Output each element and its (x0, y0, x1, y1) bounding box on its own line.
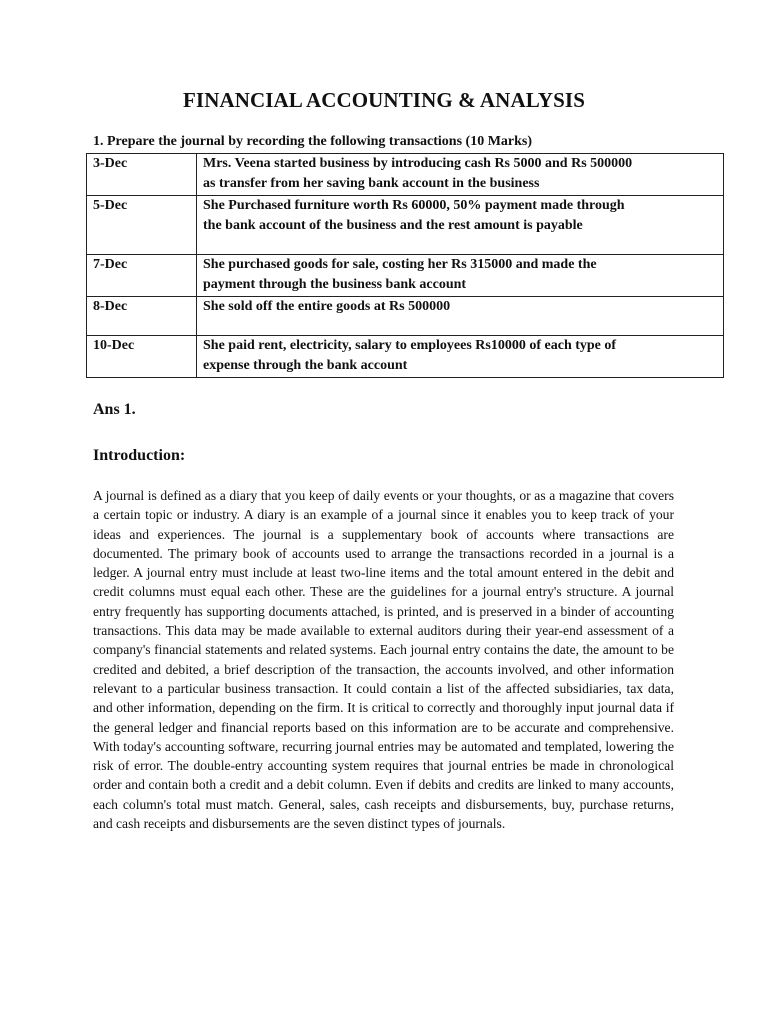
transaction-date: 7-Dec (87, 255, 197, 297)
transactions-table (86, 153, 724, 378)
transaction-description: Mrs. Veena started business by introducing cash Rs 5000 and Rs 500000 as transfer from her saving bank account in the business (197, 154, 724, 196)
introduction-paragraph: A journal is defined as a diary that you keep of daily events or your thoughts, or as a magazine that covers a certain topic or industry. A diary is an example of a journal since it enables you to keep track of your ideas and experiences. The journal is a supplementary book of accounts where transactions are documented. The primary book of accounts used to arrange the transactions recorded in a journal is a ledger. A journal entry must include at least two-line items and the total amount entered in the debit and credit columns must equal each other. These are the guidelines for a journal entry's structure. A journal entry frequently has supporting documents attached, is printed, and is preserved in a binder of accounting transactions. This data may be made available to external auditors during their year-end assessment of a company's financial statements and related systems. Each journal entry contains the date, the amount to be credited and debited, a brief description of the transaction, the accounts involved, and other information relevant to a particular business transaction. It could contain a list of the affected subsidiaries, tax data, and other information, depending on the firm. It is critical to correctly and thoroughly input journal data if the general ledger and financial reports based on this information are to be accurate and comprehensive. With today's accounting software, recurring journal entries may be automated and templated, lowering the risk of error. The double-entry accounting system requires that journal entries be made in chronological order and contain both a credit and a debit column. Even if debits and credits are linked to many accounts, each column's total must match. General, sales, cash receipts and disbursements, buy, purchase returns, and cash receipts and disbursements are the seven distinct types of journals. (93, 488, 674, 832)
question-prompt: 1. Prepare the journal by recording the following transactions (10 Marks) (93, 134, 533, 149)
transaction-description: She purchased goods for sale, costing her Rs 315000 and made the payment through the business bank account (197, 255, 724, 297)
introduction-heading: Introduction: (93, 447, 186, 464)
transaction-description: She Purchased furniture worth Rs 60000, 50% payment made through the bank account of the business and the rest amount is payable (197, 196, 724, 255)
transaction-date: 10-Dec (87, 336, 197, 378)
table-row (87, 297, 724, 336)
table-row (87, 154, 724, 196)
transaction-description: She sold off the entire goods at Rs 500000 (197, 297, 724, 336)
table-row (87, 196, 724, 255)
transaction-date: 5-Dec (87, 196, 197, 255)
transaction-description: She paid rent, electricity, salary to employees Rs10000 of each type of expense through the bank account (197, 336, 724, 378)
document-title: FINANCIAL ACCOUNTING & ANALYSIS (183, 88, 585, 112)
answer-label: Ans 1. (93, 401, 136, 418)
table-row (87, 255, 724, 297)
transaction-date: 8-Dec (87, 297, 197, 336)
transaction-date: 3-Dec (87, 154, 197, 196)
table-row (87, 336, 724, 378)
